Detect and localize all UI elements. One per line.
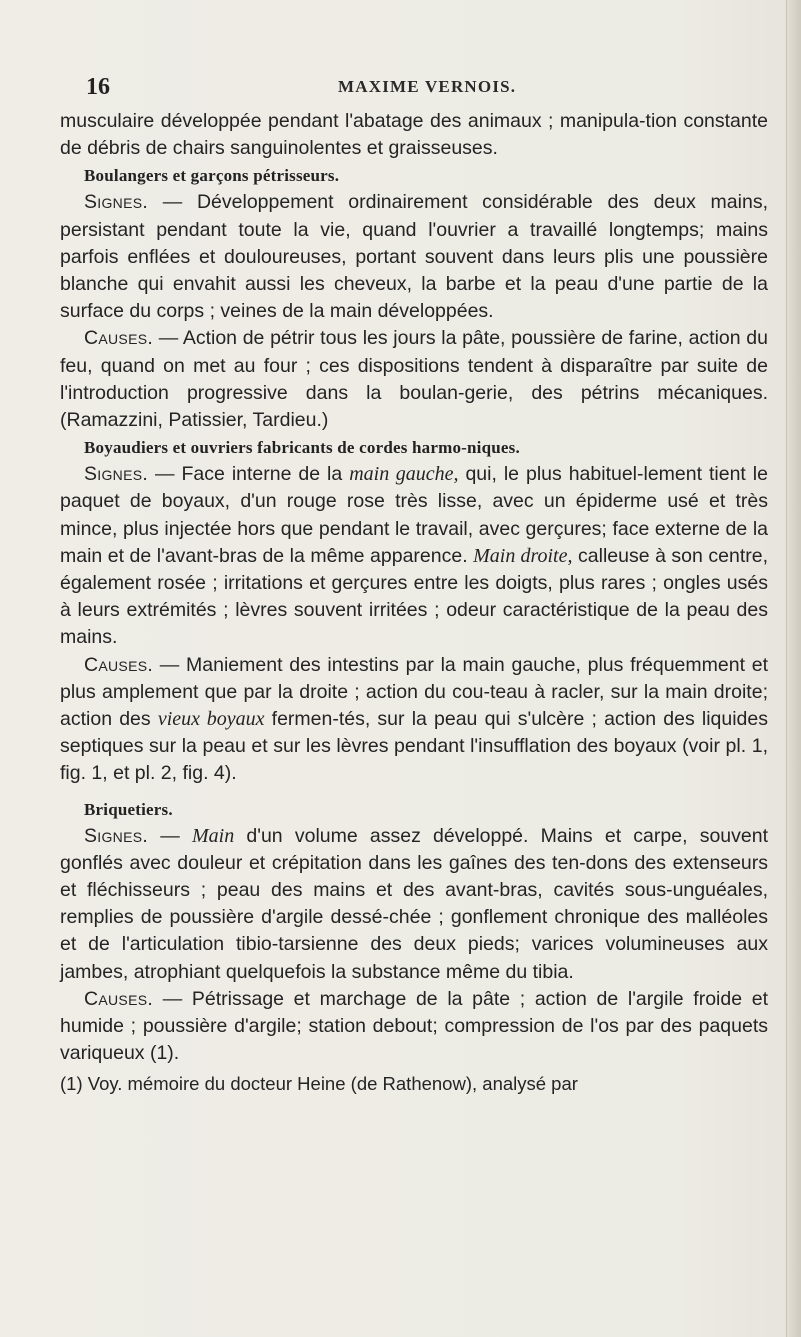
section-title-boyaudiers: Boyaudiers et ouvriers fabricants de cordes harmo-niques.	[84, 438, 520, 458]
causes-text: — Action de pétrir tous les jours la pâte, poussière de farine, action du feu, quand on met au four ; ces dispositions tendent à disparaître par suite de l'introduction progressive dans la boulan-gerie, des pétrins mécaniques. (Ramazzini, Patissier, Tardieu.)	[60, 327, 768, 432]
causes-label: Causes.	[84, 653, 154, 676]
signes-text-part: qui, le plus habituel-lement tient le paquet de boyaux, d'un rouge rose très lisse, avec un épiderme usé et très mince, plus injectée hors que pendant le travail, avec gerçures; face externe de la main et de l'avant-bras de la même apparence.	[60, 463, 768, 567]
signes-italic-part: Main	[191, 824, 235, 847]
section-title-briquetiers: Briquetiers.	[84, 799, 173, 819]
causes-label: Causes.	[84, 987, 154, 1010]
causes-text-part: — Maniement des intestins par la main gauche, plus fréquemment et plus amplement que par la droite ; action du cou-teau à racler, sur la main droite; action des	[60, 653, 768, 731]
signes-label: Signes.	[84, 824, 149, 847]
boyaudiers-signes-paragraph	[60, 461, 768, 651]
signes-text-part: —	[148, 824, 192, 847]
boulangers-causes-paragraph	[60, 325, 768, 434]
briquetiers-signes-paragraph	[60, 823, 768, 986]
page-edge-shadow	[786, 0, 801, 1337]
page-header	[86, 73, 766, 103]
boulangers-signes-paragraph	[60, 189, 768, 325]
causes-italic-part: vieux boyaux	[157, 708, 265, 731]
page-body	[60, 108, 768, 1097]
running-head: MAXIME VERNOIS.	[338, 77, 517, 96]
causes-label: Causes.	[84, 327, 154, 350]
signes-text-part: d'un volume assez développé. Mains et carpe, souvent gonflés avec douleur et crépitation dans les gaînes des ten-dons des extenseurs et fléchisseurs ; peau des mains et des avant-bras, cavités sous-unguéales, remplies de poussière d'argile dessé-chée ; gonflement chronique des malléoles et de l'articulation tibio-tarsienne des deux pieds; varices volumineuses aux jambes, atrophiant quelquefois la substance même du tibia.	[60, 824, 768, 983]
intro-paragraph: musculaire développée pendant l'abatage des animaux ; manipula-tion constante de débris de chairs sanguinolentes et graisseuses.	[60, 110, 768, 160]
signes-text: — Développement ordinairement considérable des deux mains, persistant pendant toute la vie, quand l'ouvrier a travaillé longtemps; mains parfois enflées et douloureuses, portant souvent dans leurs plis une poussière blanche qui envahit aussi les cheveux, la barbe et la peau d'une partie de la surface du corps ; veines de la main développées.	[60, 191, 768, 323]
signes-italic-part: Main droite,	[473, 544, 573, 567]
causes-text: — Pétrissage et marchage de la pâte ; action de l'argile froide et humide ; poussière d'argile; station debout; compression de l'os par des paquets variqueux (1).	[60, 987, 768, 1065]
signes-label: Signes.	[84, 191, 149, 214]
signes-italic-part: main gauche,	[349, 463, 459, 486]
causes-text-part: fermen-tés, sur la peau qui s'ulcère ; action des liquides septiques sur la peau et sur les lèvres pendant l'insufflation des boyaux (voir pl. 1, fig. 1, et pl. 2, fig. 4).	[60, 708, 769, 785]
briquetiers-causes-paragraph	[60, 986, 768, 1068]
boyaudiers-causes-paragraph	[60, 652, 768, 788]
signes-text-part: — Face interne de la	[148, 463, 350, 486]
footnote: (1) Voy. mémoire du docteur Heine (de Rathenow), analysé par	[60, 1072, 578, 1094]
signes-text-part: calleuse à son centre, également rosée ; irritations et gerçures entre les doigts, plus rares ; ongles usés à leurs extrémités ; lèvres souvent irritées ; odeur caractéristique de la peau des mains.	[60, 544, 768, 649]
page-number: 16	[86, 74, 110, 100]
signes-label: Signes.	[84, 463, 149, 486]
section-title-boulangers: Boulangers et garçons pétrisseurs.	[84, 166, 340, 186]
